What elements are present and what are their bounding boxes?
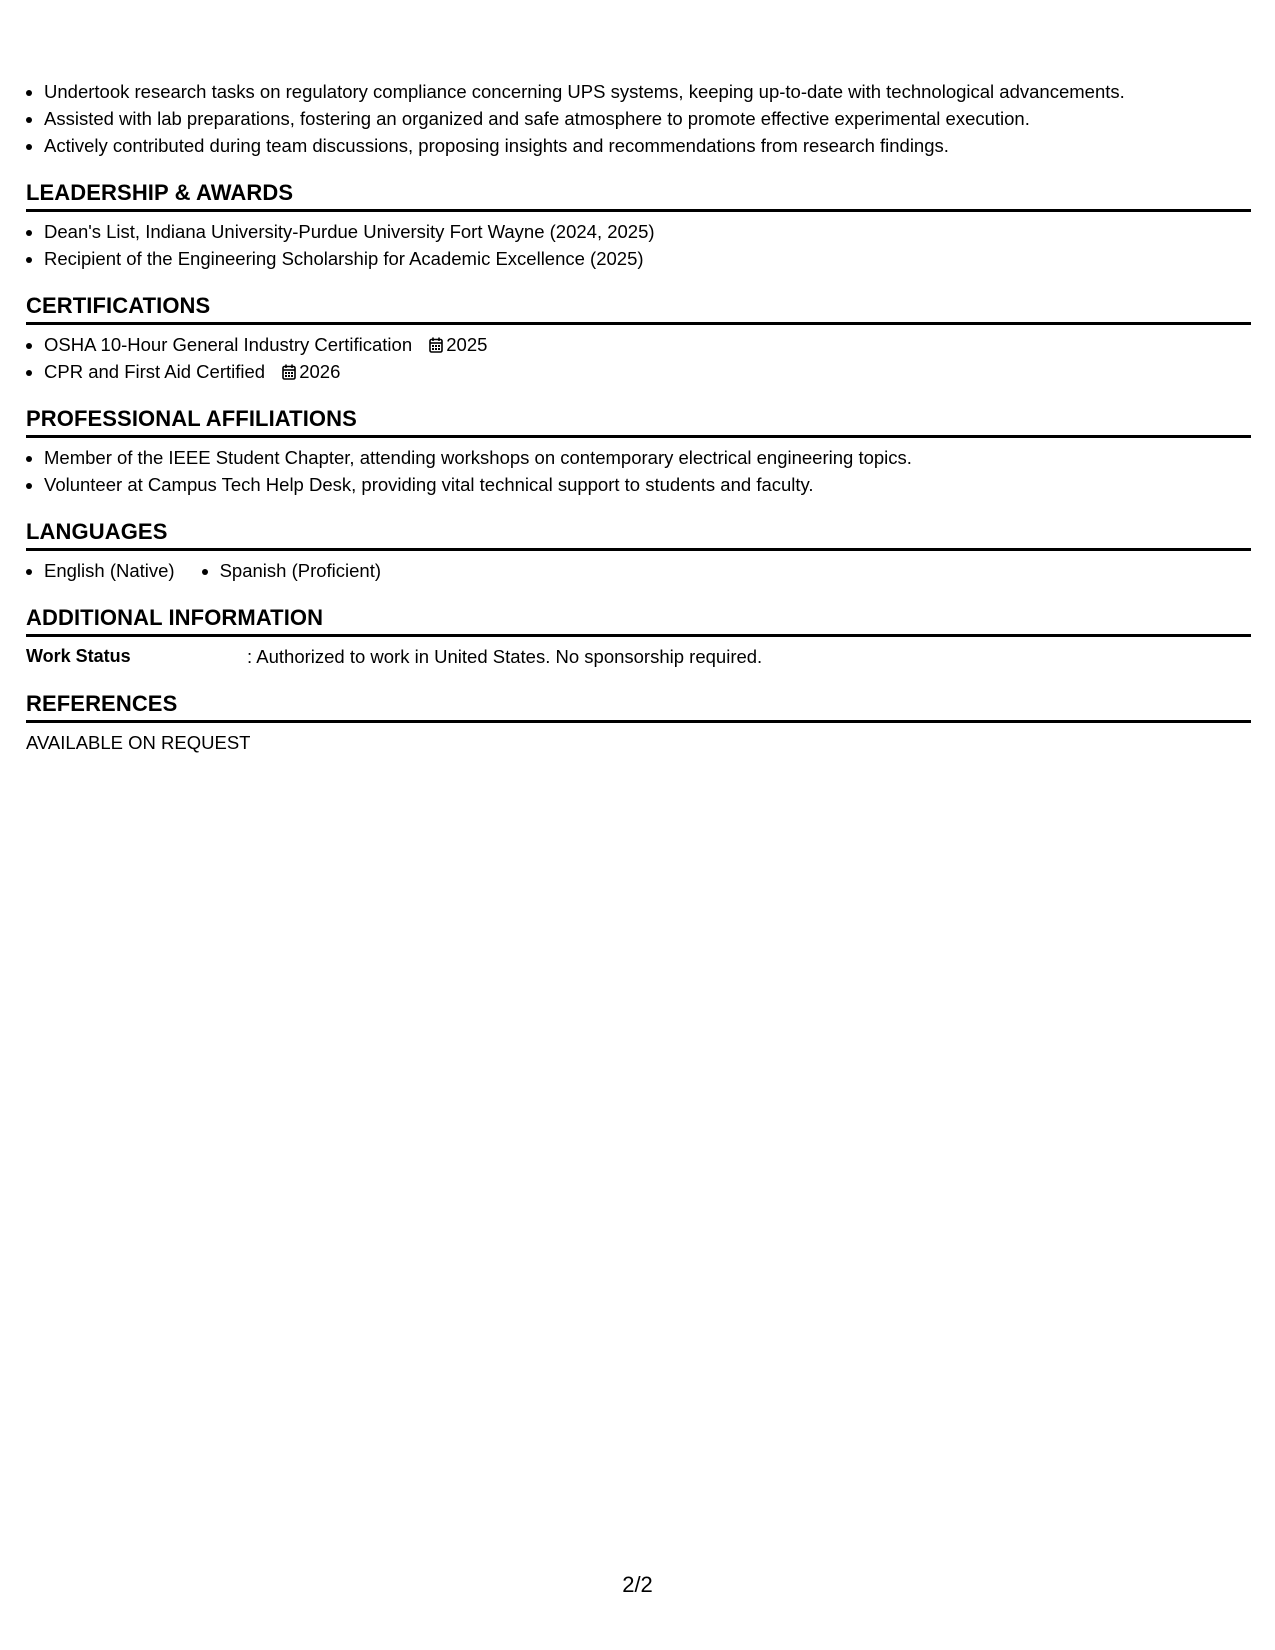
affiliation-item: • Volunteer at Campus Tech Help Desk, providing vital technical support to students and faculty.: [44, 471, 1251, 498]
leadership-section: [26, 179, 1251, 272]
section-title-leadership: LEADERSHIP & AWARDS: [26, 179, 1251, 212]
languages-section: [26, 518, 1251, 584]
certifications-list: [26, 331, 1251, 385]
affiliation-item: • Member of the IEEE Student Chapter, attending workshops on contemporary electrical engineering topics.: [44, 444, 1251, 471]
certification-name: CPR and First Aid Certified: [44, 361, 266, 382]
references-text: AVAILABLE ON REQUEST: [26, 732, 251, 753]
certification-year: 2025: [446, 334, 488, 355]
references-section: [26, 690, 1251, 756]
resume-page: [26, 78, 1251, 756]
experience-bullet: • Actively contributed during team discussions, proposing insights and recommendations from research findings.: [44, 132, 1251, 159]
page-number: 2/2: [622, 1572, 653, 1597]
certification-name: OSHA 10-Hour General Industry Certification: [44, 334, 413, 355]
certification-item: [44, 331, 1251, 358]
work-status-label: Work Status: [26, 646, 131, 666]
leadership-list: [26, 218, 1251, 272]
certification-item: [44, 358, 1251, 385]
leadership-item: • Dean's List, Indiana University-Purdue University Fort Wayne (2024, 2025): [44, 218, 1251, 245]
language-item: • Spanish (Proficient): [220, 557, 381, 584]
experience-bullet: • Assisted with lab preparations, fostering an organized and safe atmosphere to promote effective experimental execution.: [44, 105, 1251, 132]
experience-bullet: • Undertook research tasks on regulatory compliance concerning UPS systems, keeping up-to-date with technological advancements.: [44, 78, 1251, 105]
calendar-icon: [429, 337, 443, 353]
language-item: • English (Native): [44, 557, 175, 584]
section-title-certifications: CERTIFICATIONS: [26, 292, 1251, 325]
calendar-icon: [282, 364, 296, 380]
certifications-section: [26, 292, 1251, 385]
leadership-item: • Recipient of the Engineering Scholarship for Academic Excellence (2025): [44, 245, 1251, 272]
certification-year: 2026: [299, 361, 341, 382]
section-title-references: REFERENCES: [26, 690, 1251, 723]
experience-bullets: [26, 78, 1251, 159]
affiliations-section: [26, 405, 1251, 498]
section-title-languages: LANGUAGES: [26, 518, 1251, 551]
languages-list: [26, 557, 1251, 584]
work-status-row: [26, 643, 1251, 670]
affiliations-list: [26, 444, 1251, 498]
section-title-affiliations: PROFESSIONAL AFFILIATIONS: [26, 405, 1251, 438]
additional-info-section: [26, 604, 1251, 670]
work-status-value: : Authorized to work in United States. No sponsorship required.: [247, 646, 763, 667]
section-title-additional: ADDITIONAL INFORMATION: [26, 604, 1251, 637]
